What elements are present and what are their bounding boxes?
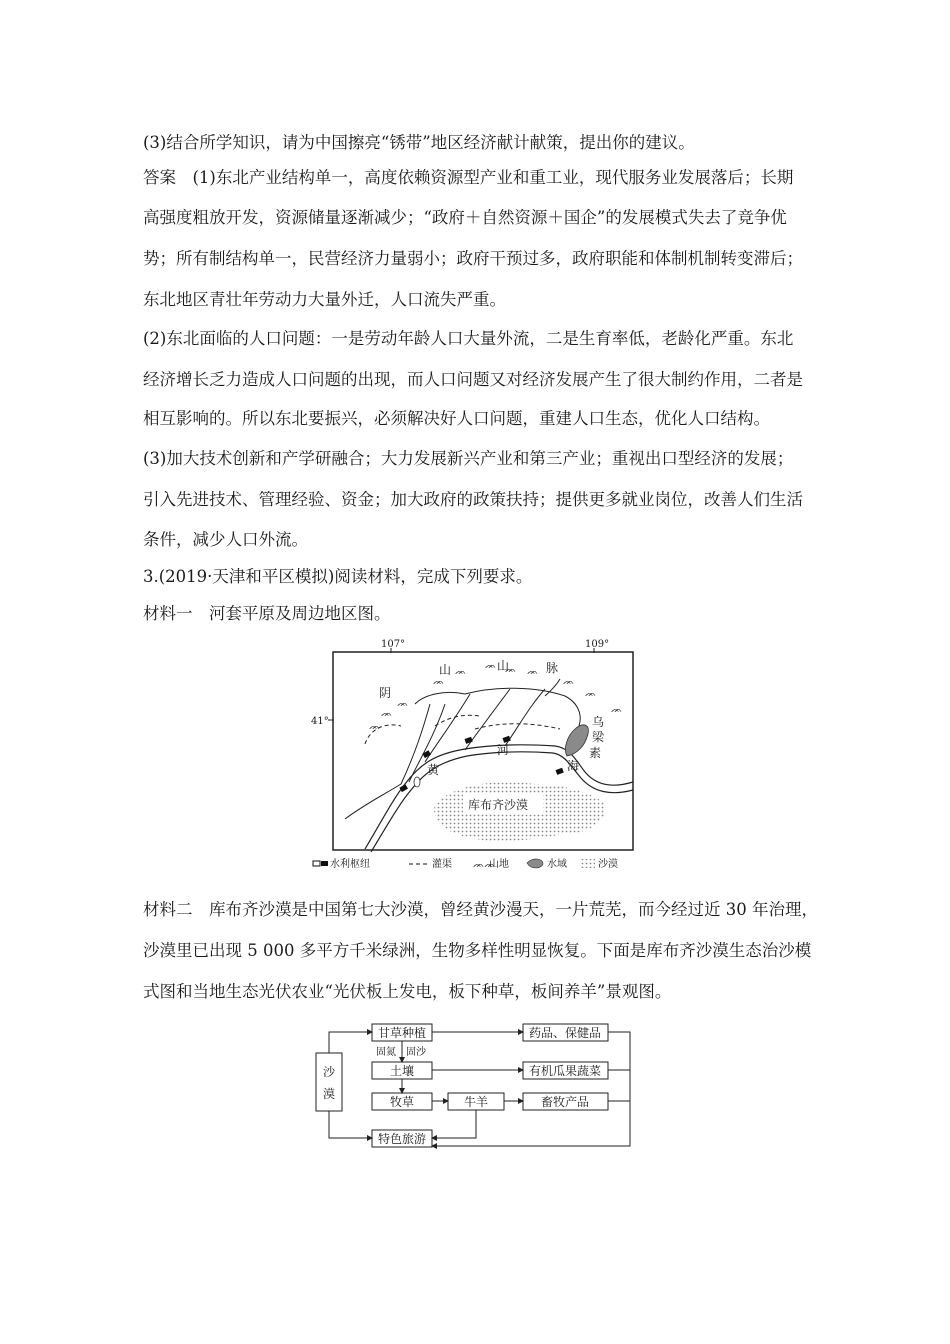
lake-label-4: 海: [567, 759, 580, 773]
wuliangsuhai-lake: [565, 725, 588, 756]
lon-label-107: 107°: [381, 639, 406, 650]
tributary: [505, 689, 545, 746]
text-line: 高强度粗放开发，资源储量逐渐减少；“政府＋自然资源＋国企”的发展模式失去了竞争优: [143, 208, 787, 227]
lon-label-109: 109°: [585, 639, 610, 650]
main-canal: [415, 692, 465, 704]
svg-text:ᨏ: ᨏ: [585, 689, 597, 699]
water-hub: [464, 737, 472, 744]
svg-text:ᨏ: ᨏ: [611, 705, 623, 715]
lake-label-2: 梁: [592, 730, 605, 744]
text-line: 条件，减少人口外流。: [143, 530, 308, 549]
svg-text:ᨏ: ᨏ: [381, 709, 393, 719]
arrow-products-tourism: [432, 1032, 630, 1146]
desert-char-1: 沙: [322, 1065, 336, 1079]
text-line: 式图和当地生态光伏农业“光伏板上发电，板下种草，板间养羊”景观图。: [143, 982, 672, 1001]
svg-text:ᨏ: ᨏ: [485, 661, 497, 671]
answer-line: 答案 (1)东北产业结构单一，高度依赖资源型产业和重工业，现代服务业发展落后；长期: [143, 168, 794, 187]
desert-management-diagram: [310, 1018, 640, 1154]
legend-desert-label: 沙漠: [598, 859, 618, 870]
lat-label-41: 41°: [311, 716, 329, 727]
legend-canal-label: 灌渠: [432, 859, 452, 870]
arrow-desert-tourism: [329, 1111, 372, 1138]
text-line: (3)加大技术创新和产学研融合；大力发展新兴产业和第三产业；重视出口型经济的发展；: [143, 449, 794, 468]
legend-water-icon: [527, 859, 543, 868]
desert-label: 库布齐沙漠: [468, 798, 529, 812]
svg-text:ᨏ: ᨏ: [505, 665, 517, 675]
irrigation-canal: [435, 715, 480, 726]
organic-label: 有机瓜果蔬菜: [528, 1064, 602, 1078]
material-two-line: 材料二 库布齐沙漠是中国第七大沙漠，曾经黄沙漫天，一片荒芜，而今经过近 30 年治理，: [143, 900, 818, 919]
desert-box: [316, 1053, 342, 1111]
river-label-huang: 黄: [427, 763, 440, 777]
text-line: (2)东北面临的人口问题：一是劳动年龄人口大量外流，二是生育率低，老龄化严重。东北: [143, 329, 794, 348]
small-lake: [414, 777, 420, 787]
water-hub: [555, 768, 563, 775]
water-hub: [399, 784, 408, 792]
mountain-label-mai: 脉: [546, 661, 559, 675]
material-one-label: 材料一 河套平原及周边地区图。: [143, 604, 391, 623]
mountain-label-shan1: 山: [439, 663, 452, 677]
text-line: 引入先进技术、管理经验、资金；加大政府的政策扶持；提供更多就业岗位，改善人们生活: [143, 490, 803, 509]
licorice-label: 甘草种植: [377, 1026, 427, 1040]
legend-hub-label: 水利枢纽: [330, 859, 370, 870]
water-hub: [502, 736, 510, 743]
svg-text:ᨏ: ᨏ: [455, 667, 467, 677]
legend-water-label: 水域: [547, 859, 567, 870]
tourism-label: 特色旅游: [377, 1132, 427, 1146]
soil-label: 土壤: [389, 1064, 415, 1078]
legend-hub-icon: [313, 861, 320, 866]
text-line: 东北地区青壮年劳动力大量外迁，人口流失严重。: [143, 290, 506, 309]
question-title: 3.(2019·天津和平区模拟)阅读材料，完成下列要求。: [143, 567, 533, 586]
mountain-label-yin: 阴: [379, 686, 392, 700]
svg-text:ᨏ: ᨏ: [527, 667, 539, 677]
tributary: [425, 694, 470, 762]
legend-mountain-label: 山地: [489, 859, 509, 870]
medicine-label: 药品、保健品: [528, 1026, 602, 1040]
arrow-desert-licorice: [329, 1032, 372, 1053]
map-legend: [313, 857, 618, 870]
water-hub: [422, 750, 431, 758]
legend-desert-icon: [581, 859, 595, 868]
arrow-cattle-tourism: [432, 1110, 476, 1138]
legend-mountain-icon: ᨏᨏ: [473, 860, 496, 870]
text-line: 势；所有制结构单一，民营经济力量弱小；政府干预过多，政府职能和体制机制转变滞后；: [143, 249, 803, 268]
sand-label: 固沙: [406, 1047, 426, 1058]
hetao-plain-map: [305, 634, 645, 874]
text-line: 经济增长乏力造成人口问题的出现，而人口问题又对经济发展产生了很大制约作用，二者是: [143, 370, 803, 389]
svg-text:ᨏ: ᨏ: [563, 677, 575, 687]
svg-text:ᨏ: ᨏ: [397, 699, 409, 709]
svg-text:ᨏ: ᨏ: [433, 677, 445, 687]
livestock-label: 畜牧产品: [540, 1095, 590, 1109]
svg-text:ᨏ: ᨏ: [369, 722, 381, 732]
text-line: 相互影响的。所以东北要振兴，必须解决好人口问题，重建人口生态，优化人口结构。: [143, 409, 770, 428]
cattle-label: 牛羊: [463, 1095, 489, 1109]
text-line: (3)结合所学知识，请为中国擦亮“锈带”地区经济献计献策，提出你的建议。: [143, 133, 695, 152]
pasture-label: 牧草: [389, 1095, 415, 1109]
mountain-label-shan2: 山: [497, 659, 510, 673]
text-line: 沙漠里已出现 5 000 多平方千米绿洲，生物多样性明显恢复。下面是库布齐沙漠生态治沙模: [143, 941, 812, 960]
lake-label-1: 乌: [592, 715, 605, 729]
desert-char-2: 漠: [322, 1087, 336, 1101]
river-label-he: 河: [497, 743, 510, 757]
nitrogen-label: 固氮: [376, 1047, 396, 1058]
mountain-symbols: [369, 661, 622, 732]
lake-label-3: 素: [589, 746, 602, 760]
legend-hub-icon-fill: [321, 861, 328, 866]
